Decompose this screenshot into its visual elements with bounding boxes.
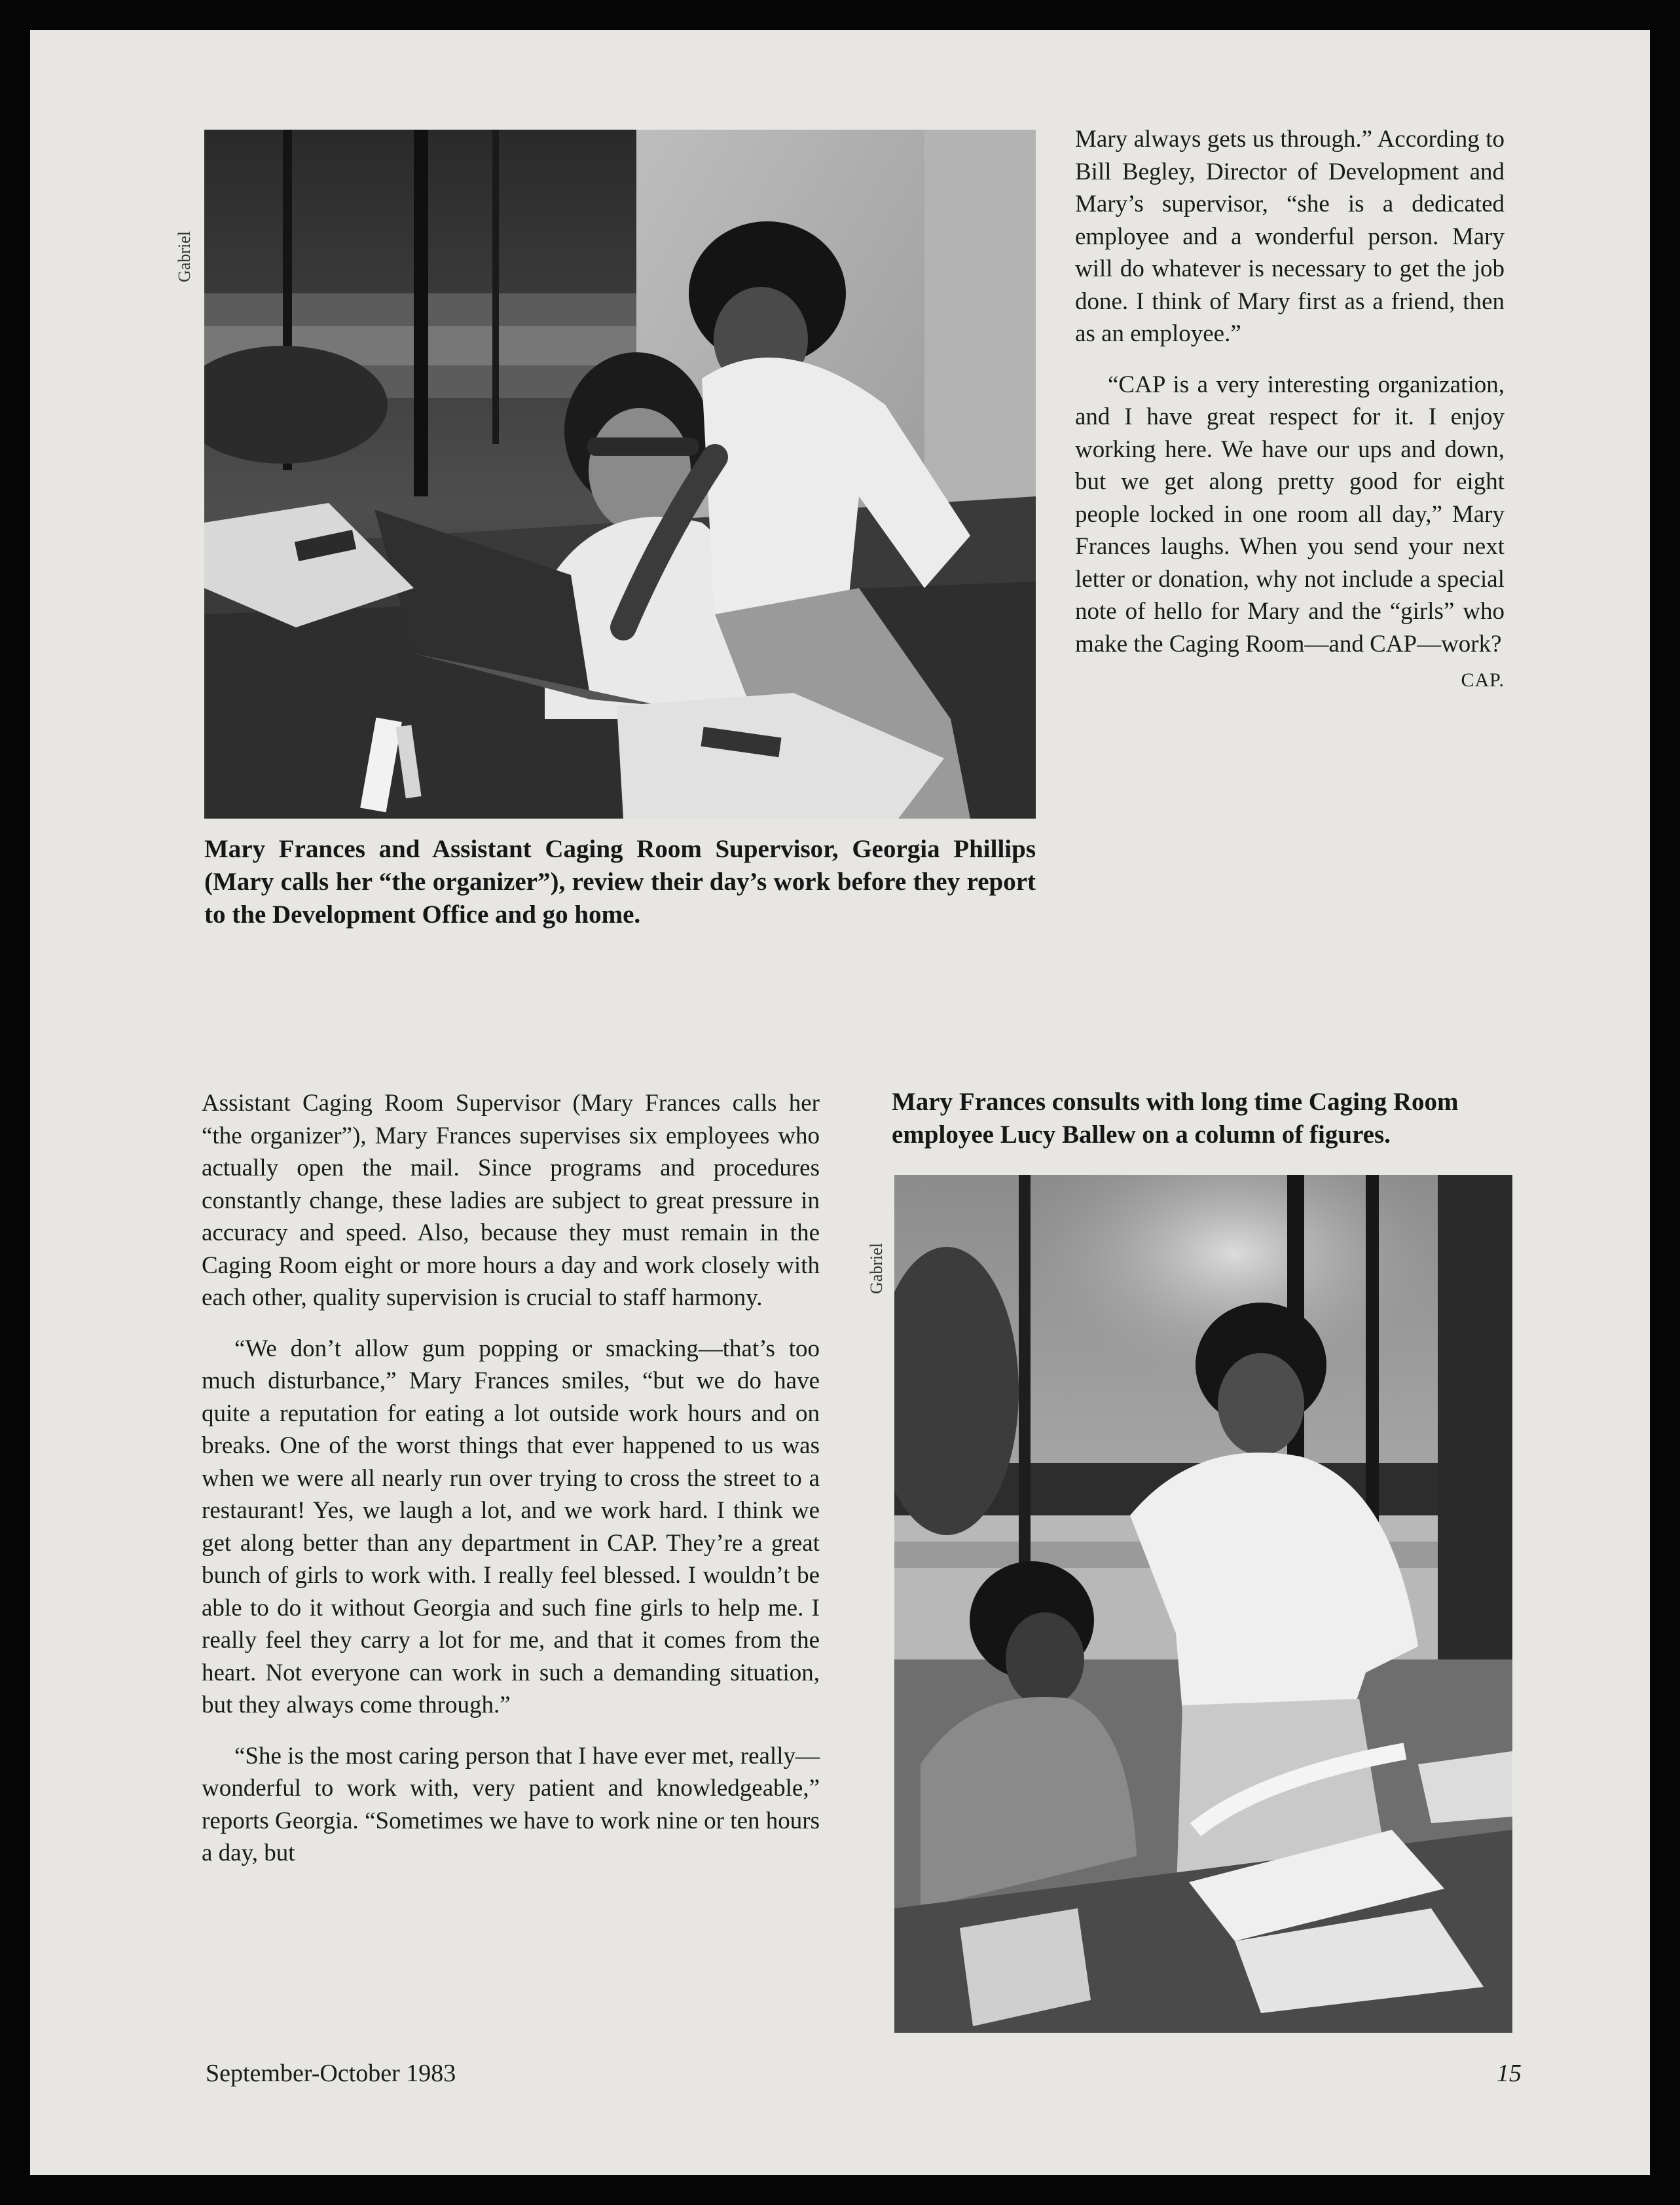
right-paragraph-2	[1075, 369, 1505, 691]
photo-top-office-review	[204, 130, 1036, 819]
right-column-text	[1075, 123, 1505, 697]
right-paragraph-2-text: “CAP is a very interesting organization, and I have great respect for it. I enjoy working here. We have our ups and down, but we get along pretty good for eight people locked in one room all day,” Mary Frances laughs. When you send your next letter or donation, why not include a special note of hello for Mary and the “girls” who make the Caging Room—and CAP—work?	[1075, 371, 1505, 658]
magazine-page	[30, 30, 1650, 2175]
photo-top-image	[204, 130, 1036, 819]
left-paragraph-1: Assistant Caging Room Supervisor (Mary Frances calls her “the organizer”), Mary Frances supervises six employees who actually open the mail. Since programs and procedures constantly change, these ladies are subject to great pressure in accuracy and speed. Also, because they must remain in the Caging Room eight or more hours a day and work closely with each other, quality supervision is crucial to staff harmony.	[202, 1090, 820, 1311]
photo-credit-top: Gabriel	[175, 231, 194, 282]
signoff-mark: CAP.	[1461, 669, 1505, 691]
left-column-text	[202, 1087, 820, 1888]
photo-credit-bottom: Gabriel	[867, 1243, 886, 1294]
caption-top: Mary Frances and Assistant Caging Room Supervisor, Georgia Phillips (Mary calls her “the organizer”), review their day’s work before they report to the Development Office and go home.	[204, 835, 1036, 929]
photo-bottom-figures-review	[894, 1175, 1512, 2033]
issue-date: September-October 1983	[206, 2060, 456, 2087]
right-paragraph-1: Mary always gets us through.” According to Bill Begley, Director of Development and Mary’s supervisor, “she is a dedicated employee and a wonderful person. Mary will do whatever is necessary to get the job done. I think of Mary first as a friend, then as an employee.”	[1075, 126, 1505, 347]
caption-bottom: Mary Frances consults with long time Caging Room employee Lucy Ballew on a column of figures.	[892, 1088, 1459, 1149]
photo-bottom-image	[894, 1175, 1512, 2033]
left-paragraph-3: “She is the most caring person that I have ever met, really—wonderful to work with, very patient and knowledgeable,” reports Georgia. “Sometimes we have to work nine or ten hours a day, but	[202, 1742, 820, 1866]
left-paragraph-2: “We don’t allow gum popping or smacking—that’s too much disturbance,” Mary Frances smiles, “but we do have quite a reputation for eating a lot outside work hours and on breaks. One of the worst things that ever happened to us was when we were all nearly run over trying to cross the street to a restaurant! Yes, we laugh a lot, and we work hard. I think we get along better than any department in CAP. They’re a great bunch of girls to work with. I really feel blessed. I wouldn’t be able to do it without Georgia and such fine girls to help me. I really feel they carry a lot for me, and that it comes from the heart. Not everyone can work in such a demanding situation, but they always come through.”	[202, 1335, 820, 1718]
page-number: 15	[1497, 2060, 1522, 2087]
